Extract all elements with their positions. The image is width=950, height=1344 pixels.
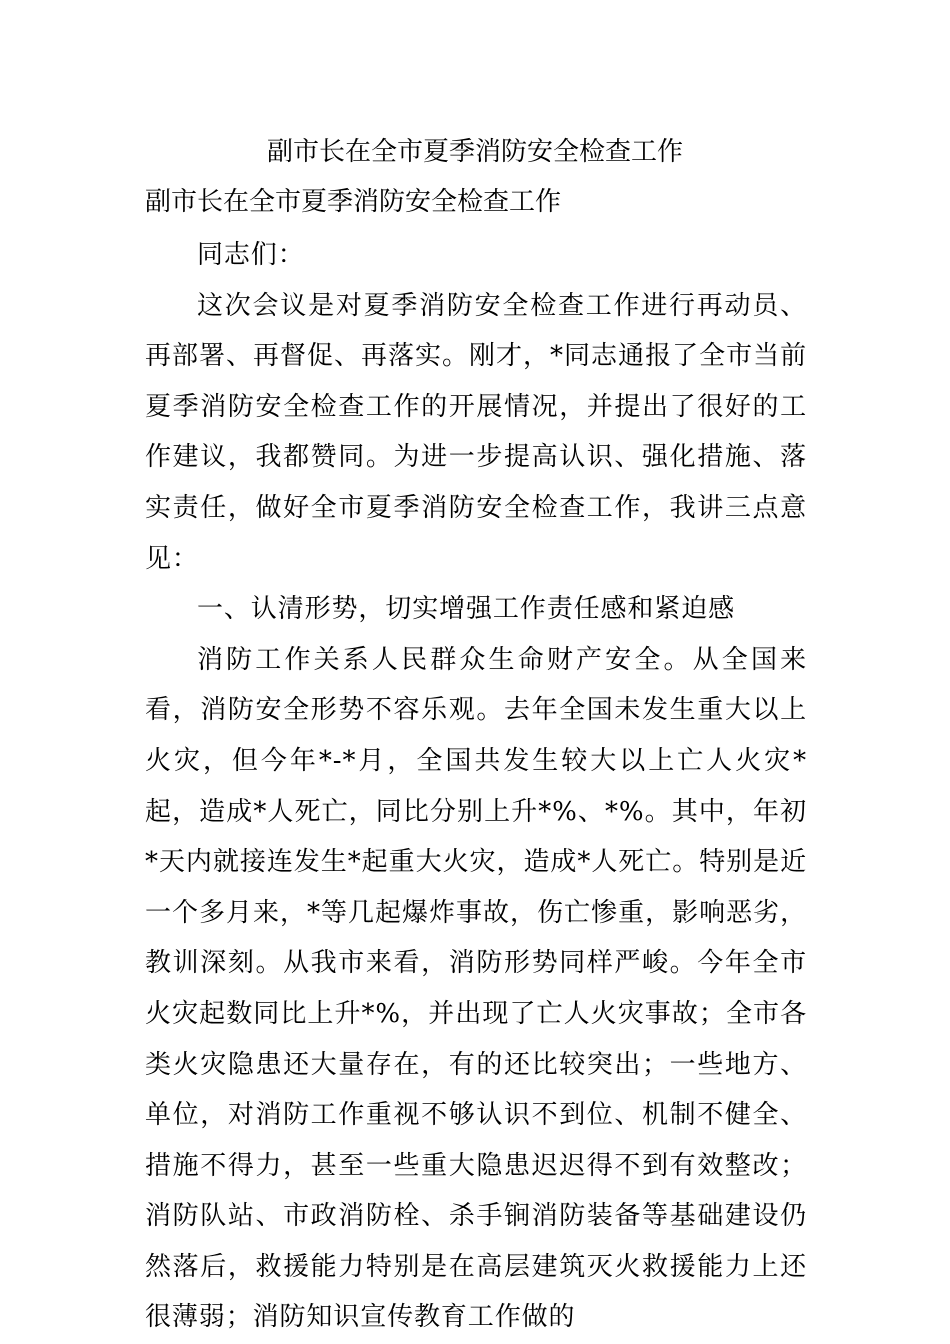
document-body [145, 230, 807, 1343]
document-subtitle: 副市长在全市夏季消防安全检查工作 [145, 187, 562, 217]
body-paragraph: 消防工作关系人民群众生命财产安全。从全国来看，消防安全形势不容乐观。去年全国未发生重大以上火灾，但今年*-*月，全国共发生较大以上亡人火灾*起，造成*人死亡，同比分别上升*%、*%。其中，年初*天内就接连发生*起重大火灾，造成*人死亡。特别是近一个多月来，*等几起爆炸事故，伤亡惨重，影响恶劣，教训深刻。从我市来看，消防形势同样严峻。今年全市火灾起数同比上升*%，并出现了亡人火灾事故；全市各类火灾隐患还大量存在，有的还比较突出；一些地方、单位，对消防工作重视不够认识不到位、机制不健全、措施不得力，甚至一些重大隐患迟迟得不到有效整改；消防队站、市政消防栓、杀手锏消防装备等基础建设仍然落后，救援能力特别是在高层建筑灭火救援能力上还很薄弱；消防知识宣传教育工作做的 [145, 644, 807, 1333]
salutation-paragraph: 同志们： [197, 240, 305, 270]
document-title: 副市长在全市夏季消防安全检查工作 [266, 137, 683, 167]
section-heading: 一、认清形势，切实增强工作责任感和紧迫感 [197, 594, 736, 625]
intro-paragraph: 这次会议是对夏季消防安全检查工作进行再动员、再部署、再督促、再落实。刚才，*同志通报了全市当前夏季消防安全检查工作的开展情况，并提出了很好的工作建议，我都赞同。为进一步提高认识、强化措施、落实责任，做好全市夏季消防安全检查工作，我讲三点意见： [145, 290, 807, 574]
